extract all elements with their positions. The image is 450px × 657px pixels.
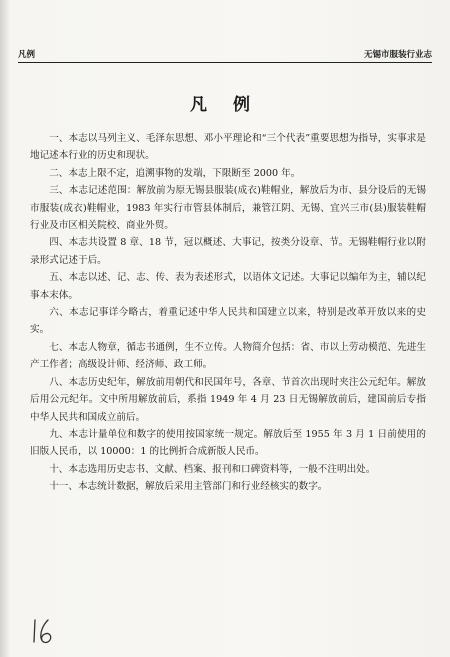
header-rule bbox=[18, 62, 432, 63]
paragraph-6: 六、本志记事详今略古，着重记述中华人民共和国建立以来，特别是改革开放以来的史实。 bbox=[30, 307, 426, 336]
paragraph-1: 一、本志以马列主义、毛泽东思想、邓小平理论和“三个代表”重要思想为指导，实事求是地记述本行业的历史和现状。 bbox=[30, 133, 426, 162]
paragraph-4: 四、本志共设置 8 章、18 节，冠以概述、大事记，按类分设章、节。无锡鞋帽行业以附录形式记述于后。 bbox=[30, 237, 426, 266]
paragraph-9: 九、本志计量单位和数字的使用按国家统一规定。解放后至 1955 年 3 月 1 日前使用的旧版人民币，以 10000：1 的比例折合成新版人民币。 bbox=[30, 428, 426, 458]
paragraph-7: 七、本志人物章，循志书通例，生不立传。人物简介包括：省、市以上劳动模范、先进生产工作者；高级设计师、经济师、政工师。 bbox=[30, 341, 426, 371]
paragraph-2: 二、本志上限不定，追溯事物的发端，下限断至 2000 年。 bbox=[49, 167, 301, 179]
paragraph-10: 十、本志选用历史志书、文献、档案、报刊和口碑资料等，一般不注明出处。 bbox=[49, 463, 376, 475]
paragraph-11: 十一、本志统计数据，解放后采用主管部门和行业经核实的数字。 bbox=[49, 481, 328, 493]
handwritten-16-mark bbox=[30, 617, 60, 647]
running-header bbox=[18, 48, 432, 62]
header-book-title: 无锡市服装行业志 bbox=[363, 50, 432, 60]
paragraph-5: 五、本志以述、记、志、传、表为表述形式，以语体文记述。大事记以编年为主，辅以纪事本末体。 bbox=[30, 272, 426, 301]
page-title: 凡 例 bbox=[190, 95, 260, 115]
handwritten-page-number bbox=[30, 617, 60, 647]
paragraph-8: 八、本志历史纪年，解放前用朝代和民国年号，各章、节首次出现时夹注公元纪年。解放后用公元纪年。文中所用解放前后，系指 1949 年 4 月 23 日无锡解放前后，建国前后专指中华人民共和国成立前后。 bbox=[30, 376, 426, 423]
paragraph-3: 三、本志记述范围：解放前为原无锡县服装(成衣)鞋帽业，解放后为市、县分设后的无锡市服装(成衣)鞋帽业，1983 年实行市管县体制后，兼管江阴、无锡、宜兴三市(县)服装鞋帽行业及市区相关院校、商业外贸。 bbox=[30, 185, 426, 232]
body-text bbox=[30, 130, 426, 496]
header-section-title: 凡例 bbox=[18, 50, 36, 60]
